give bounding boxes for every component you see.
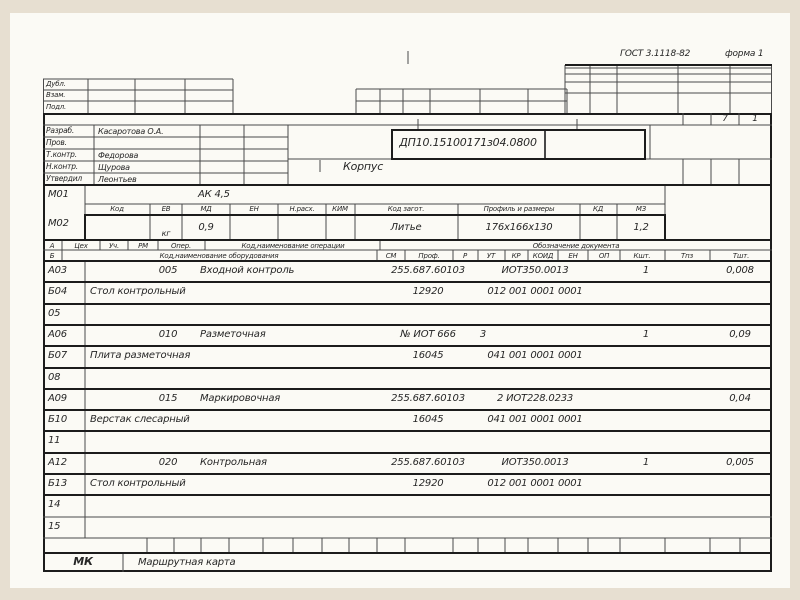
signature-role: Разраб.	[46, 126, 75, 135]
document-value: 012 001 0001 0001	[487, 478, 583, 489]
operation-number: 020	[158, 457, 178, 468]
equipment-name: Плита разметочная	[90, 350, 191, 361]
row-label: А09	[48, 393, 67, 404]
document-value: 041 001 0001 0001	[487, 414, 583, 425]
row-label: 15	[48, 521, 61, 532]
b-col-sm: СМ	[385, 252, 397, 260]
route-card-form	[43, 51, 772, 572]
document-code: МК	[73, 555, 93, 568]
code-value: 255.687.60103	[391, 265, 465, 276]
b-col-ut: УТ	[486, 252, 496, 260]
equipment-name: Стол контрольный	[90, 478, 186, 489]
m02-header-nrash: Н.расх.	[289, 205, 315, 213]
operation-number: 015	[158, 393, 178, 404]
sheet-number-cell: 7	[722, 114, 728, 124]
b-col-equip: Код,наименование оборудования	[159, 252, 279, 260]
code-value: 12920	[412, 286, 444, 297]
b-col-r: Р	[462, 252, 468, 260]
row-label: Б10	[48, 414, 67, 425]
row-label: 11	[48, 435, 61, 446]
row-label: 14	[48, 499, 61, 510]
b-col-b: Б	[49, 252, 55, 260]
copy-label-dubl: Дубл.	[46, 80, 66, 88]
code-value: 16045	[412, 414, 444, 425]
code-value: 16045	[412, 350, 444, 361]
m02-value-ev: кг	[161, 229, 171, 238]
m02-header-ev: ЕВ	[161, 205, 171, 213]
m02-header-mz: МЗ	[635, 205, 647, 213]
operation-name: Маркировочная	[200, 393, 281, 404]
row-label: Б04	[48, 286, 67, 297]
a-col-ceh: Цех	[74, 241, 88, 250]
m01-value: АК 4,5	[198, 189, 230, 200]
document-value: 2 ИОТ228.0233	[496, 393, 574, 404]
row-label: А06	[48, 329, 67, 340]
b-col-kr: КР	[511, 252, 521, 260]
signature-name: Леонтьев	[98, 174, 137, 184]
m02-header-kim: КИМ	[332, 205, 348, 213]
row-label: 08	[48, 372, 61, 383]
document-value: ИОТ350.0013	[501, 457, 569, 468]
tsht-value: 0,04	[729, 393, 751, 404]
operation-name: Входной контроль	[200, 265, 295, 276]
a-col-operation-name: Код,наименование операции	[241, 241, 345, 250]
document-designation: ДП10.15100171з04.0800	[399, 136, 537, 149]
row-label: 05	[48, 308, 61, 319]
operation-number: 010	[158, 329, 178, 340]
form-variant-label: форма 1	[725, 49, 764, 59]
equipment-name: Верстак слесарный	[90, 414, 190, 425]
code-value: № ИОТ 666	[400, 329, 456, 340]
document-value: ИОТ350.0013	[501, 265, 569, 276]
page-number-cell: 1	[752, 114, 758, 124]
code-value: 255.687.60103	[391, 457, 465, 468]
code-value: 255.687.60103	[391, 393, 465, 404]
ksht-value: 1	[642, 457, 650, 468]
b-col-ksht: Кшт.	[633, 252, 651, 260]
row-label: А03	[48, 265, 67, 276]
m02-header-kd: КД	[592, 205, 604, 213]
operation-name: Разметочная	[200, 329, 266, 340]
b-col-en: ЕН	[568, 252, 578, 260]
m02-header-kod: Код	[110, 205, 124, 213]
signature-name: Касаротова О.А.	[98, 126, 164, 136]
tsht-value: 0,09	[729, 329, 751, 340]
a-col-a: А	[49, 241, 55, 250]
m02-header-profil: Профиль и размеры	[483, 205, 555, 213]
ksht-value: 1	[642, 329, 650, 340]
operation-name: Контрольная	[200, 457, 267, 468]
row-label: Б07	[48, 350, 67, 361]
gost-standard-label: ГОСТ 3.1118-82	[620, 49, 691, 59]
part-name: Корпус	[343, 160, 384, 173]
b-col-koid: КОИД	[532, 252, 554, 260]
tsht-value: 0,005	[726, 457, 754, 468]
m02-header-md: МД	[200, 205, 212, 213]
b-col-tsht: Тшт.	[732, 252, 750, 260]
signature-role: Пров.	[46, 138, 67, 147]
document-value: 041 001 0001 0001	[487, 350, 583, 361]
copy-label-podl: Подл.	[46, 103, 67, 111]
copy-label-vzam: Взам.	[46, 91, 66, 99]
b-col-tpz: Тпз	[681, 252, 693, 260]
document-value: 3	[479, 329, 487, 340]
m01-row-label: М01	[48, 189, 69, 200]
equipment-name: Стол контрольный	[90, 286, 186, 297]
signature-name: Щурова	[98, 162, 130, 172]
b-col-prof: Проф.	[418, 252, 440, 260]
a-col-oper: Опер.	[170, 241, 192, 250]
document-value: 012 001 0001 0001	[487, 286, 583, 297]
m02-value-zagot: Литье	[390, 222, 422, 233]
signature-role: Н.контр.	[46, 162, 78, 171]
a-col-document: Обозначение документа	[532, 241, 620, 250]
m02-value-profil: 176х166х130	[485, 222, 553, 233]
row-label: А12	[48, 457, 67, 468]
m02-header-en: ЕН	[249, 205, 259, 213]
a-col-rm: РМ	[138, 241, 148, 250]
m02-value-md: 0,9	[198, 222, 214, 233]
row-label: Б13	[48, 478, 67, 489]
document-page	[10, 13, 790, 588]
tsht-value: 0,008	[726, 265, 754, 276]
m02-row-label: М02	[48, 218, 69, 229]
ksht-value: 1	[642, 265, 650, 276]
document-title: Маршрутная карта	[138, 557, 236, 568]
signature-role: Т.контр.	[46, 150, 77, 159]
m02-header-zagot: Код загот.	[387, 205, 425, 213]
m02-value-mz: 1,2	[633, 222, 649, 233]
signature-role: Утвердил	[46, 174, 82, 183]
b-col-op: ОП	[598, 252, 610, 260]
code-value: 12920	[412, 478, 444, 489]
a-col-uch: Уч.	[108, 241, 120, 250]
signature-name: Федорова	[98, 150, 139, 160]
operation-number: 005	[158, 265, 178, 276]
